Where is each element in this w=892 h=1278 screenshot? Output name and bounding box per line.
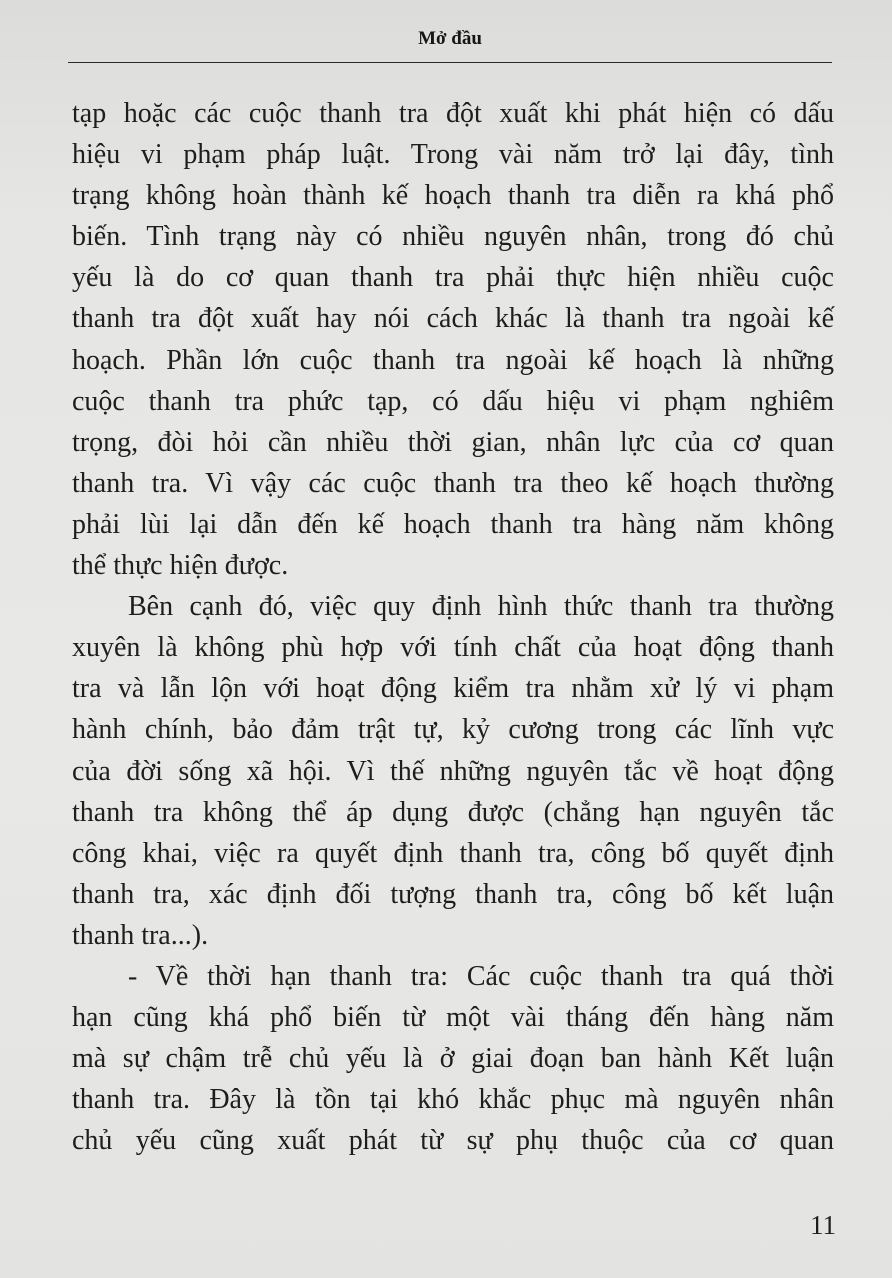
text-line: hành chính, bảo đảm trật tự, kỷ cương trong các lĩnh vực <box>72 714 834 746</box>
text-line: thể thực hiện được. <box>72 550 289 582</box>
text-line: xuyên là không phù hợp với tính chất của hoạt động thanh <box>72 632 834 664</box>
body-text <box>72 93 834 1161</box>
text-line: trạng không hoàn thành kế hoạch thanh tra diễn ra khá phổ <box>72 180 834 212</box>
header-rule <box>68 62 832 63</box>
page-number: 11 <box>810 1210 836 1240</box>
text-line: thanh tra không thể áp dụng được (chẳng hạn nguyên tắc <box>72 796 834 828</box>
running-header <box>68 18 832 66</box>
header-title: Mở đầu <box>418 28 482 49</box>
text-line: yếu là do cơ quan thanh tra phải thực hiện nhiều cuộc <box>72 262 834 294</box>
text-line: chủ yếu cũng xuất phát từ sự phụ thuộc của cơ quan <box>72 1125 834 1157</box>
text-line: thanh tra. Đây là tồn tại khó khắc phục mà nguyên nhân <box>72 1084 834 1116</box>
text-line: hoạch. Phần lớn cuộc thanh tra ngoài kế hoạch là những <box>72 344 834 376</box>
text-line: trọng, đòi hỏi cần nhiều thời gian, nhân lực của cơ quan <box>72 426 834 458</box>
text-line: công khai, việc ra quyết định thanh tra, công bố quyết định <box>72 837 834 869</box>
text-line: mà sự chậm trễ chủ yếu là ở giai đoạn ban hành Kết luận <box>72 1043 834 1075</box>
text-line: của đời sống xã hội. Vì thế những nguyên tắc về hoạt động <box>72 755 834 787</box>
text-line: cuộc thanh tra phức tạp, có dấu hiệu vi phạm nghiêm <box>72 385 834 417</box>
text-line: thanh tra...). <box>72 919 209 951</box>
text-line: biến. Tình trạng này có nhiều nguyên nhân, trong đó chủ <box>72 221 834 253</box>
text-line: hạn cũng khá phổ biến từ một vài tháng đến hàng năm <box>72 1002 834 1034</box>
text-line: thanh tra, xác định đối tượng thanh tra, công bố kết luận <box>72 878 834 910</box>
text-line: hiệu vi phạm pháp luật. Trong vài năm trở lại đây, tình <box>72 139 834 171</box>
text-line: tạp hoặc các cuộc thanh tra đột xuất khi phát hiện có dấu <box>72 98 834 129</box>
text-line: thanh tra. Vì vậy các cuộc thanh tra theo kế hoạch thường <box>72 467 834 499</box>
text-line: tra và lẫn lộn với hoạt động kiểm tra nhằm xử lý vi phạm <box>72 673 834 705</box>
text-line: thanh tra đột xuất hay nói cách khác là thanh tra ngoài kế <box>72 303 834 335</box>
text-line: phải lùi lại dẫn đến kế hoạch thanh tra hàng năm không <box>72 508 834 540</box>
text-line: Bên cạnh đó, việc quy định hình thức thanh tra thường <box>128 591 834 623</box>
text-line: - Về thời hạn thanh tra: Các cuộc thanh tra quá thời <box>128 960 834 992</box>
